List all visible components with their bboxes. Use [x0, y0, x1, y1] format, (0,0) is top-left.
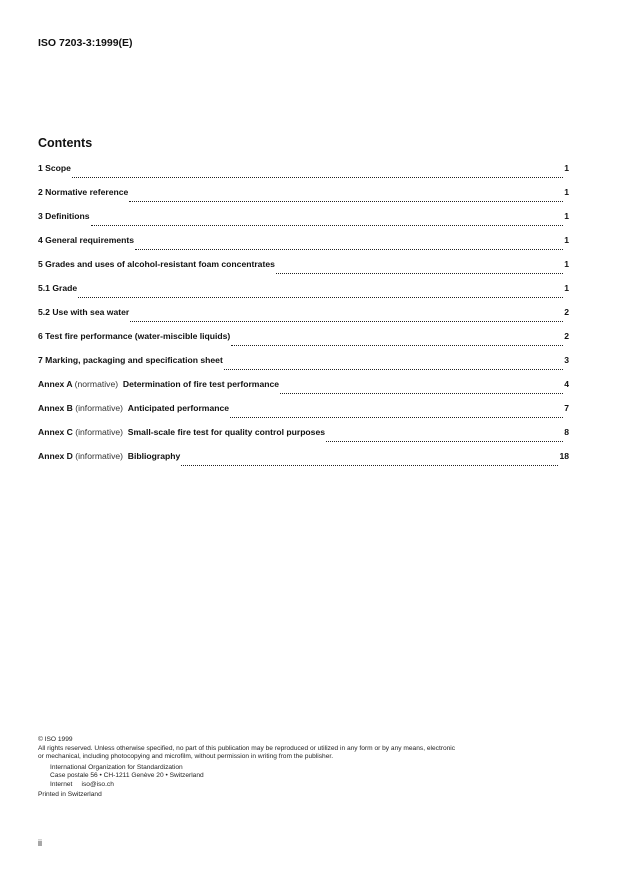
annex-type: (normative): [74, 379, 119, 389]
dot-leader: [230, 416, 563, 418]
contents-heading: Contents: [38, 136, 93, 150]
annex-label: Annex C: [38, 427, 73, 437]
toc-page-number: 1: [564, 283, 569, 293]
toc-page-number: 1: [564, 163, 569, 173]
toc-entry-test-fire-performance[interactable]: [38, 331, 569, 355]
toc-entry-label: 5.2 Use with sea water: [38, 307, 130, 317]
dot-leader: [78, 296, 563, 298]
dot-leader: [276, 272, 563, 274]
rights-statement-line-1: All rights reserved. Unless otherwise specified, no part of this publication may be reproduced or utilized in any form or by any means, electronic: [38, 744, 456, 752]
toc-page-number: 1: [564, 235, 569, 245]
organization-address: Case postale 56 • CH-1211 Genève 20 • Switzerland: [50, 772, 204, 779]
toc-entry-label: 5 Grades and uses of alcohol-resistant foam concentrates: [38, 259, 275, 269]
toc-entry-label: 5.1 Grade: [38, 283, 78, 293]
annex-title: Determination of fire test performance: [122, 379, 280, 389]
copyright-footer: [38, 736, 578, 800]
dot-leader: [130, 320, 563, 322]
annex-type: (informative): [75, 451, 124, 461]
toc-page-number: 8: [564, 427, 569, 437]
printed-in: Printed in Switzerland: [38, 791, 102, 798]
annex-label: Annex B: [38, 403, 73, 413]
toc-entry-annex-b[interactable]: [38, 403, 569, 427]
rights-statement-line-2: or mechanical, including photocopying and microfilm, without permission in writing from the publisher.: [38, 753, 334, 760]
toc-entry-label: 4 General requirements: [38, 235, 135, 245]
table-of-contents: [38, 163, 569, 475]
toc-entry-label: 1 Scope: [38, 163, 71, 173]
annex-title: Bibliography: [127, 451, 181, 461]
organization-internet: Internet iso@iso.ch: [50, 780, 114, 788]
toc-entry-annex-c[interactable]: [38, 427, 569, 451]
dot-leader: [326, 440, 563, 442]
toc-entry-label: 7 Marking, packaging and specification sheet: [38, 355, 223, 365]
toc-entry-grades-and-uses[interactable]: [38, 259, 569, 283]
page-number: ii: [38, 838, 42, 848]
organization-name: International Organization for Standardization: [50, 763, 183, 771]
toc-entry-scope[interactable]: [38, 163, 569, 187]
toc-page-number: 4: [564, 379, 569, 389]
toc-entry-label: 6 Test fire performance (water-miscible liquids): [38, 331, 231, 341]
dot-leader: [181, 464, 558, 466]
toc-entry-general-requirements[interactable]: [38, 235, 569, 259]
toc-entry-sea-water[interactable]: [38, 307, 569, 331]
toc-entry-grade[interactable]: [38, 283, 569, 307]
annex-type: (informative): [75, 403, 124, 413]
annex-title: Anticipated performance: [127, 403, 230, 413]
dot-leader: [224, 368, 563, 370]
dot-leader: [231, 344, 563, 346]
toc-page-number: 7: [564, 403, 569, 413]
toc-entry-annex-d[interactable]: [38, 451, 569, 475]
toc-page-number: 1: [564, 187, 569, 197]
toc-page-number: 18: [559, 451, 569, 461]
dot-leader: [91, 224, 564, 226]
toc-page-number: 2: [564, 307, 569, 317]
toc-entry-normative-reference[interactable]: [38, 187, 569, 211]
annex-label: Annex D: [38, 451, 73, 461]
dot-leader: [129, 200, 563, 202]
toc-page-number: 1: [564, 259, 569, 269]
annex-title: Small-scale fire test for quality control purposes: [127, 427, 326, 437]
toc-page-number: 1: [564, 211, 569, 221]
copyright-notice: © ISO 1999: [38, 736, 73, 743]
annex-type: (informative): [75, 427, 124, 437]
dot-leader: [280, 392, 563, 394]
dot-leader: [72, 176, 563, 178]
toc-page-number: 3: [564, 355, 569, 365]
toc-page-number: 2: [564, 331, 569, 341]
dot-leader: [135, 248, 563, 250]
annex-label: Annex A: [38, 379, 73, 389]
toc-entry-label: 3 Definitions: [38, 211, 90, 221]
toc-entry-label: 2 Normative reference: [38, 187, 129, 197]
document-reference: ISO 7203-3:1999(E): [38, 37, 133, 49]
toc-entry-marking-packaging[interactable]: [38, 355, 569, 379]
toc-entry-annex-a[interactable]: [38, 379, 569, 403]
toc-entry-definitions[interactable]: [38, 211, 569, 235]
